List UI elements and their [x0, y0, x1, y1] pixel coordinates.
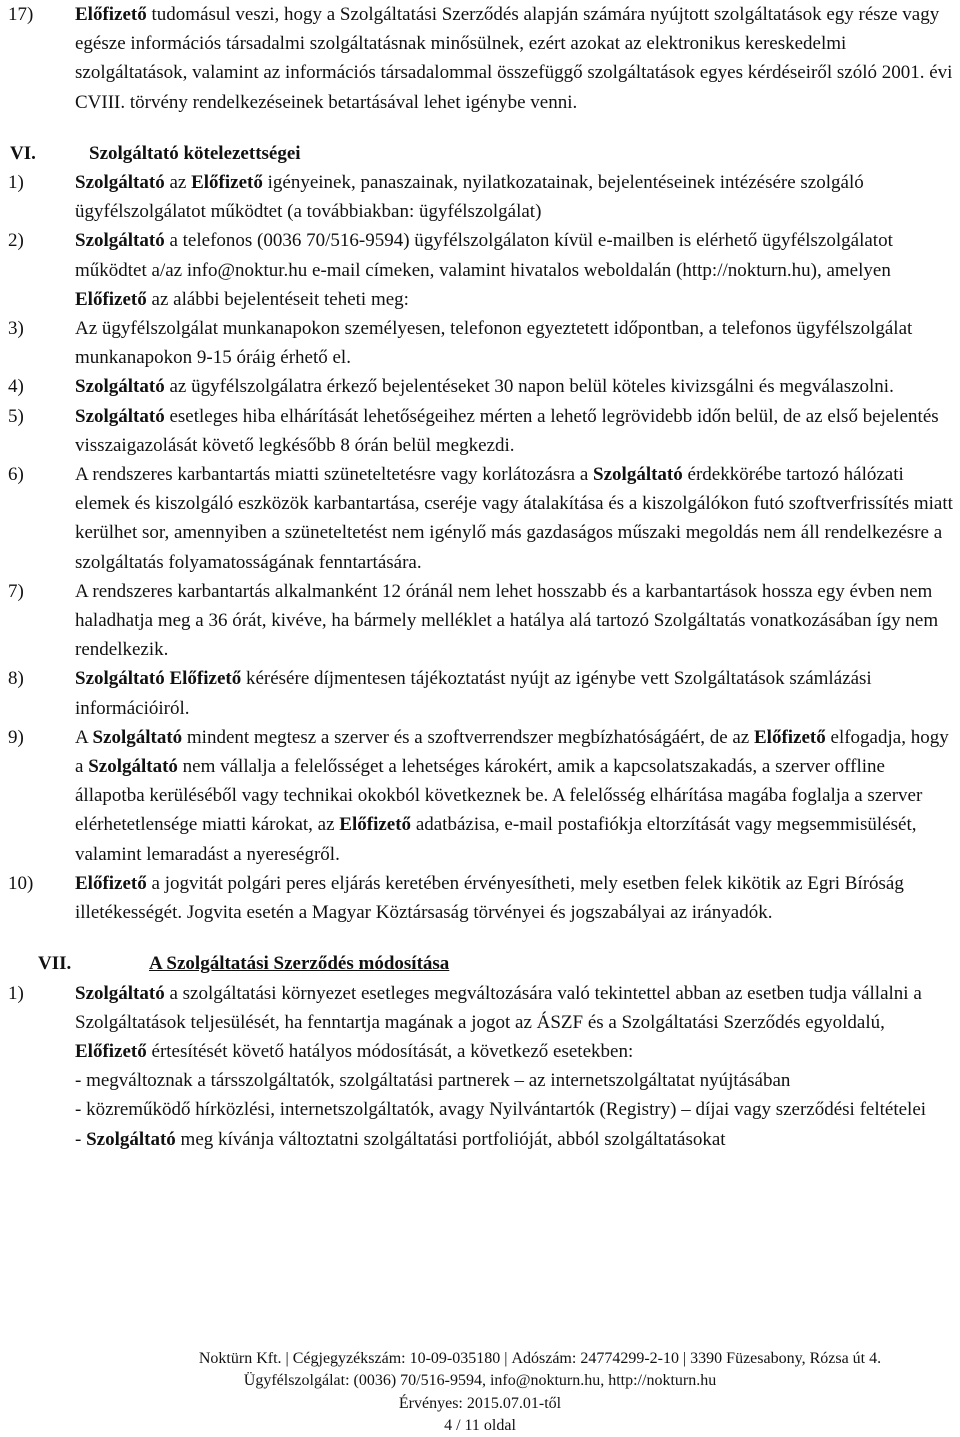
vii-clause-1: [4, 979, 956, 1154]
clause-number: 10): [8, 872, 34, 894]
clause-number: 2): [8, 230, 24, 252]
section-number: VII.: [38, 953, 72, 975]
vi-clause-7: [4, 577, 956, 665]
clause-number: 4): [8, 376, 24, 398]
clause-number: 8): [8, 668, 24, 690]
clause-number: 7): [8, 580, 24, 602]
clause-number: 5): [8, 405, 24, 427]
vi-clause-6: [4, 460, 956, 577]
section-number: VI.: [10, 142, 36, 164]
section-title: Szolgáltató kötelezettségei: [89, 142, 301, 164]
document-body: [4, 0, 956, 1154]
clause-list-vii: [4, 979, 956, 1154]
clause-text: A rendszeres karbantartás miatti szüneteltetésre vagy korlátozásra a Szolgáltató érdekkörébe tartozó hálózati elemek és kiszolgáló eszközök karbantartása, cseréje vagy átalakítása és a kiszolgálókon futó szoftverfrissítés miatt kerülhet sor, amennyiben a szüneteltetést nem igénylő más gazdaságos műszaki megoldás nem áll rendelkezésre a szolgáltatás folyamatosságának fenntartására.: [75, 464, 953, 573]
footer-company: Noktürn Kft.: [198, 1350, 282, 1367]
section-heading-vi: [4, 139, 956, 168]
footer-company-line: Noktürn Kft. | Cégjegyzékszám: 10-09-035180 | Adószám: 24774299-2-10 | 3390 Füzesabony, Rózsa út 4.: [198, 1350, 882, 1367]
clause-number: 1): [8, 982, 24, 1004]
section-title: A Szolgáltatási Szerződés módosítása: [149, 953, 450, 975]
clause-text: Az ügyfélszolgálat munkanapokon személyesen, telefonon egyeztetett időpontban, a telefonos ügyfélszolgálat munkanapokon 9-15 óráig érhető el.: [75, 318, 913, 369]
footer-valid-from: Érvényes: 2015.07.01-től: [398, 1394, 562, 1412]
clause-number: 1): [8, 172, 24, 194]
clause-text: A rendszeres karbantartás alkalmanként 12 óránál nem lehet hosszabb és a karbantartások hossza egy évben nem haladhatja meg a 36 órát, kivéve, ha bármely melléklet a hatálya alá tartozó Szolgáltatás vonatkozásában így nem rendelkezik.: [75, 580, 939, 661]
clause-text: Szolgáltató az ügyfélszolgálatra érkező bejelentéseket 30 napon belül köteles kivizsgálni és megválaszolni.: [75, 376, 894, 398]
vi-clause-3: [4, 314, 956, 372]
clause-text: Szolgáltató esetleges hiba elhárítását lehetőségeihez mérten a lehető legrövidebb időn belül, de az első bejelentés visszaigazolását követő legkésőbb 8 órán belül megkezdi.: [75, 405, 939, 456]
clause-text: Előfizető tudomásul veszi, hogy a Szolgáltatási Szerződés alapján számára nyújtott szolgáltatások egy része vagy egésze információs társadalmi szolgáltatásnak minősülnek, ezért azokat az elektronikus kereskedelmi szolgáltatások, valamint az információs társadalommal összefüggő szolgáltatások egyes kérdéseiről szóló 2001. évi CVIII. törvény rendelkezéseinek betartásával lehet igénybe venni.: [75, 4, 953, 113]
vi-clause-10: [4, 869, 956, 927]
clause-text: A Szolgáltató mindent megtesz a szerver és a szoftverrendszer megbízhatóságáért, de az Előfizető elfogadja, hogy a Szolgáltató nem vállalja a felelősséget a lehetséges károkért, amik a kapcsolatszakadás, a szerver offline állapotba kerüléséből vagy technikai okokból következnek be. A felelősség elhárítása magába foglalja a szerver elérhetetlensége miatti károkat, az Előfizető adatbázisa, e-mail postafiókja eltorzítását vagy megsemmisülését, valamint lemaradást a nyereségről.: [75, 726, 949, 865]
clause-number: 3): [8, 318, 24, 340]
clause-number: 17): [8, 4, 34, 25]
clause-text: Szolgáltató Előfizető kérésére díjmentesen tájékoztatást nyújt az igénybe vett Szolgáltatások számlázási információiról.: [75, 668, 872, 719]
clause-list-vi: [4, 168, 956, 927]
vi-clause-2: [4, 226, 956, 314]
footer-page-number: 4 / 11 oldal: [444, 1416, 516, 1434]
clause-text: Előfizető a jogvitát polgári peres eljárás keretében érvényesítheti, mely esetben felek kikötik az Egri Bíróság illetékességét. Jogvita esetén a Magyar Köztársaság törvényei és jogszabályai az irányadók.: [75, 872, 904, 924]
clause-text: Szolgáltató a telefonos (0036 70/516-9594) ügyfélszolgálaton kívül e-mailben is elérhető ügyfélszolgálatot működtet a/az info@noktur.hu e-mail címeken, valamint hivatalos weboldalán (http://nokturn.hu), amelyen Előfizető az alábbi bejelentéseit teheti meg:: [75, 230, 893, 310]
vi-clause-5: [4, 402, 956, 460]
clause-number: 9): [8, 726, 24, 748]
vi-clause-1: [4, 168, 956, 226]
section-heading-vii: [4, 949, 956, 978]
vi-clause-4: [4, 372, 956, 401]
vi-clause-8: [4, 664, 956, 722]
prev-clause-17: [4, 0, 956, 117]
footer-contact: Ügyfélszolgálat: (0036) 70/516-9594, info@nokturn.hu, http://nokturn.hu: [243, 1372, 717, 1390]
clause-number: 6): [8, 464, 24, 486]
vi-clause-9: [4, 723, 956, 869]
clause-text: Szolgáltató a szolgáltatási környezet esetleges megváltozására való tekintettel abban az esetben tudja vállalni a Szolgáltatások teljesülését, ha fenntartja magának a jogot az ÁSZF és a Szolgáltatási Szerződés egyoldalú, Előfizető értesítését követő hatályos módosítását, a következő esetekben: - megváltoznak a társszolgáltatók, szolgáltatási partnerek – az internetszolgáltatat nyújtásában - közreműködő hírközlési, internetszolgáltatók, avagy Nyilvántartók (Registry) – díjai vagy szerződési feltételei - Szolgáltató meg kívánja változtatni szolgáltatási portfolióját, abból szolgáltatásokat: [75, 982, 927, 1150]
page-footer: [0, 1348, 960, 1437]
clause-list-17: [4, 0, 956, 117]
footer-address: 3390 Füzesabony, Rózsa út 4.: [690, 1350, 882, 1367]
clause-text: Szolgáltató az Előfizető igényeinek, panaszainak, nyilatkozatainak, bejelentéseinek intézésére szolgáló ügyfélszolgálatot működtet (a továbbiakban: ügyfélszolgálat): [75, 172, 864, 223]
footer-registration: Cégjegyzékszám: 10-09-035180: [292, 1350, 501, 1367]
footer-tax-number: Adószám: 24774299-2-10: [511, 1350, 679, 1367]
